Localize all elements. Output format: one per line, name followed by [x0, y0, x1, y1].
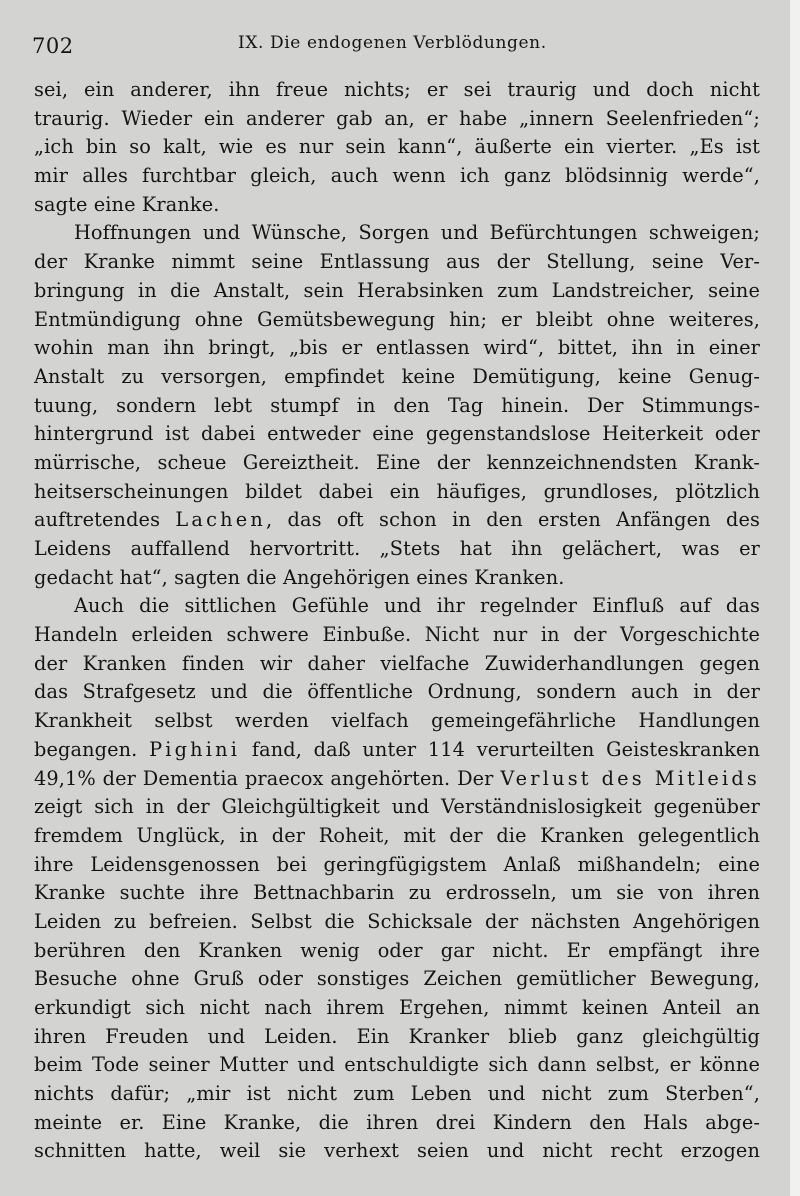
- text-line: zeigt sich in der Gleichgültigkeit und Verständnislosigkeit gegenüber: [34, 795, 760, 819]
- text-line: ihre Leidensgenossen bei geringfügigstem Anlaß mißhandeln; eine: [34, 852, 760, 876]
- text-line: Krankheit selbst werden vielfach gemeingefährliche Handlungen: [34, 709, 760, 733]
- page-number: 702: [32, 34, 74, 58]
- page-header: [32, 30, 762, 60]
- text-line: wohin man ihn bringt, „bis er entlassen wird“, bittet, ihn in einer: [34, 336, 760, 360]
- text-line: Entmündigung ohne Gemütsbewegung hin; er bleibt ohne weiteres,: [34, 307, 760, 331]
- text-line: heitserscheinungen bildet dabei ein häufiges, grundloses, plötzlich: [34, 479, 760, 503]
- text-line: berühren den Kranken wenig oder gar nicht. Er empfängt ihre: [34, 938, 760, 962]
- text-line-pighini: begangen. Pighini fand, daß unter 114 verurteilten Geisteskranken: [34, 737, 761, 761]
- text-line: Leiden zu befreien. Selbst die Schicksale der nächsten Angehörigen: [34, 909, 760, 933]
- text-line: Kranke suchte ihre Bettnachbarin zu erdrosseln, um sie von ihren: [34, 881, 760, 905]
- text-line-mitleid: 49,1% der Dementia praecox angehörten. Der Verlust des Mitleids: [34, 766, 760, 790]
- text-line: Handeln erleiden schwere Einbuße. Nicht nur in der Vorgeschichte: [34, 623, 760, 647]
- paragraph-end-line: gedacht hat“, sagten die Angehörigen eines Kranken.: [34, 565, 565, 589]
- text-line: beim Tode seiner Mutter und entschuldigte sich dann selbst, er könne: [34, 1053, 760, 1077]
- text-line: bringung in die Anstalt, sein Herabsinken zum Landstreicher, seine: [34, 278, 760, 302]
- paragraph-first-line: Auch die sittlichen Gefühle und ihr regelnder Einfluß auf das: [74, 594, 760, 618]
- text-line: „ich bin so kalt, wie es nur sein kann“, äußerte ein vierter. „Es ist: [34, 135, 760, 159]
- text-line: hintergrund ist dabei entweder eine gegenstandslose Heiterkeit oder: [34, 422, 760, 446]
- text-line: Anstalt zu versorgen, empfindet keine Demütigung, keine Genug-: [34, 364, 760, 388]
- text-line: schnitten hatte, weil sie verhext seien und nicht recht erzogen: [34, 1139, 760, 1163]
- page-edge: [790, 0, 800, 1196]
- paragraph-first-line: Hoffnungen und Wünsche, Sorgen und Befürchtungen schweigen;: [74, 221, 760, 245]
- text-line: das Strafgesetz und die öffentliche Ordnung, sondern auch in der: [34, 680, 760, 704]
- spaced-word-lachen: Lachen: [175, 508, 266, 532]
- text-line: nichts dafür; „mir ist nicht zum Leben und nicht zum Sterben“,: [34, 1082, 760, 1106]
- text-line: fremdem Unglück, in der Roheit, mit der die Kranken gelegentlich: [34, 823, 760, 847]
- text-line: der Kranken finden wir daher vielfache Zuwiderhandlungen gegen: [34, 651, 760, 675]
- text-line: Besuche ohne Gruß oder sonstiges Zeichen gemütlicher Bewegung,: [34, 967, 760, 991]
- paragraph-end-line: sagte eine Kranke.: [34, 192, 220, 216]
- spaced-word-pighini: Pighini: [149, 737, 241, 761]
- text-line: ihren Freuden und Leiden. Ein Kranker blieb ganz gleichgültig: [34, 1024, 760, 1048]
- text-line: mir alles furchtbar gleich, auch wenn ich ganz blödsinnig werde“,: [34, 164, 760, 188]
- text-line: meinte er. Eine Kranke, die ihren drei Kindern den Hals abge-: [34, 1110, 760, 1134]
- text-line: tuung, sondern lebt stumpf in den Tag hinein. Der Stimmungs-: [34, 393, 760, 417]
- text-line: mürrische, scheue Gereiztheit. Eine der kennzeichnendsten Krank-: [34, 450, 760, 474]
- text-line: der Kranke nimmt seine Entlassung aus der Stellung, seine Ver-: [34, 250, 760, 274]
- running-head: IX. Die endogenen Verblödungen.: [238, 33, 547, 53]
- text-line: erkundigt sich nicht nach ihrem Ergehen, nimmt keinen Anteil an: [34, 996, 760, 1019]
- text-line: sei, ein anderer, ihn freue nichts; er sei traurig und doch nicht: [34, 78, 760, 101]
- spaced-phrase-verlust-des-mitleids: Verlust des Mitleids: [500, 766, 760, 790]
- text-line: Leidens auffallend hervortritt. „Stets hat ihn gelächert, was er: [34, 537, 760, 560]
- body-text: [34, 76, 760, 1166]
- text-line: traurig. Wieder ein anderer gab an, er habe „innern Seelenfrieden“;: [34, 106, 760, 130]
- text-line-lachen: auftretendes Lachen, das oft schon in den ersten Anfängen des: [34, 508, 760, 532]
